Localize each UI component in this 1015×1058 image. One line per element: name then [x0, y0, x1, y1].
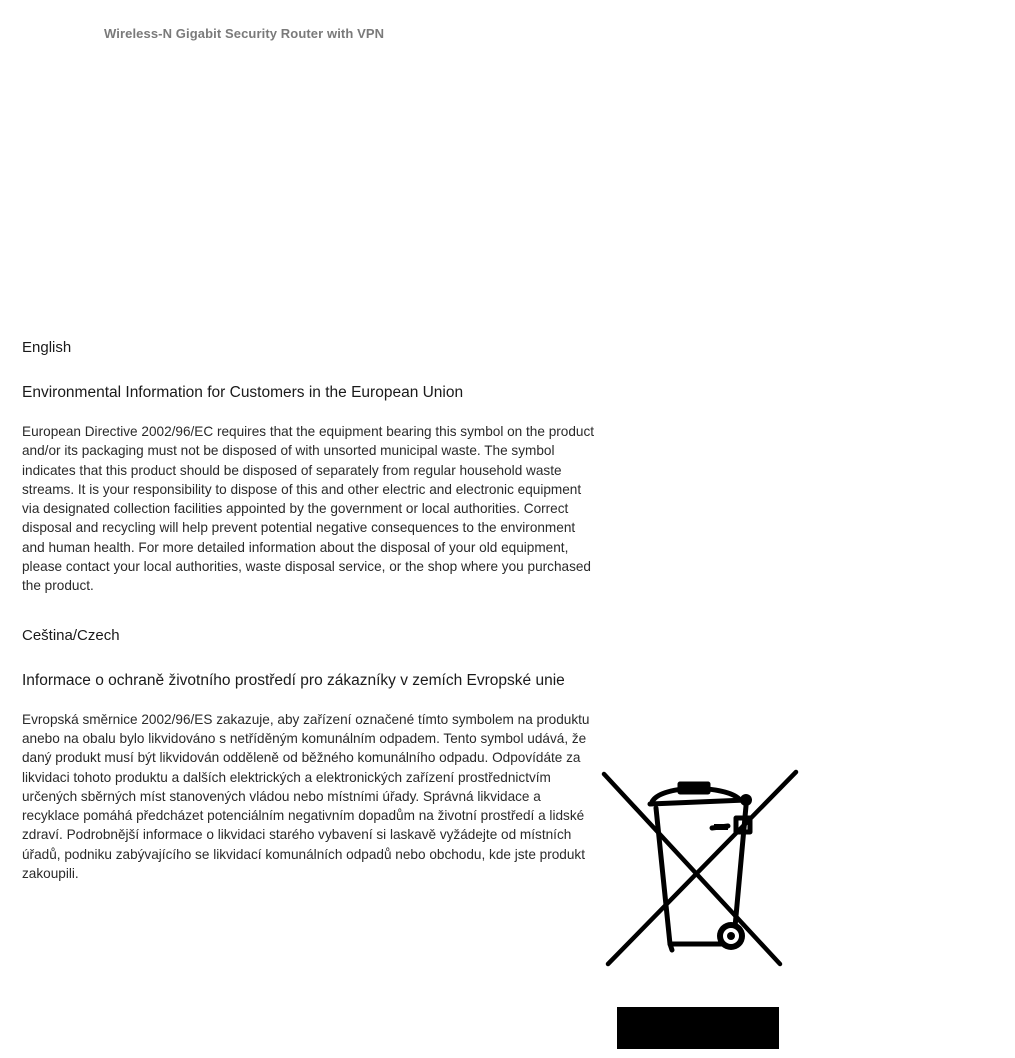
running-header: Wireless-N Gigabit Security Router with VPN [104, 26, 385, 41]
section-title: Environmental Information for Customers in the European Union [22, 384, 464, 401]
language-heading: Ceština/Czech [22, 626, 120, 644]
black-bar [617, 1007, 779, 1049]
section-english [22, 338, 597, 596]
section-body: Evropská směrnice 2002/96/ES zakazuje, aby zařízení označené tímto symbolem na produktu anebo na obalu bylo likvidováno s netříděným komunálním odpadem. Tento symbol udává, že daný produkt musí být likvidován odděleně od běžného komunálního odpadu. Odpovídáte za likvidaci tohoto produktu a dalších elektrických a elektronických zařízení prostřednictvím určených sběrných míst stanovených vládou nebo místními úřady. Správná likvidace a recyklace pomáhá předcházet potenciálním negativním dopadům na životní prostředí a lidské zdraví. Podrobnější informace o likvidaci starého vybavení si laskavě vyžádejte od místních úřadů, podniku zabývajícího se likvidací komunálních odpadů nebo obchodu, kde jste produkt zakoupili. [22, 711, 590, 882]
document-content [22, 338, 597, 913]
section-body: European Directive 2002/96/EC requires that the equipment bearing this symbol on the product and/or its packaging must not be disposed of with unsorted municipal waste. The symbol indicates that this product should be disposed of separately from regular household waste streams. It is your responsibility to dispose of this and other electric and electronic equipment via designated collection facilities appointed by the government or local authorities. Correct disposal and recycling will help prevent potential negative consequences to the environment and human health. For more detailed information about the disposal of your old equipment, please contact your local authorities, waste disposal service, or the shop where you purchased the product. [22, 424, 595, 594]
language-heading: English [22, 339, 72, 356]
section-czech [22, 626, 597, 884]
section-title: Informace o ochraně životního prostředí pro zákazníky v zemích Evropské unie [22, 671, 565, 689]
